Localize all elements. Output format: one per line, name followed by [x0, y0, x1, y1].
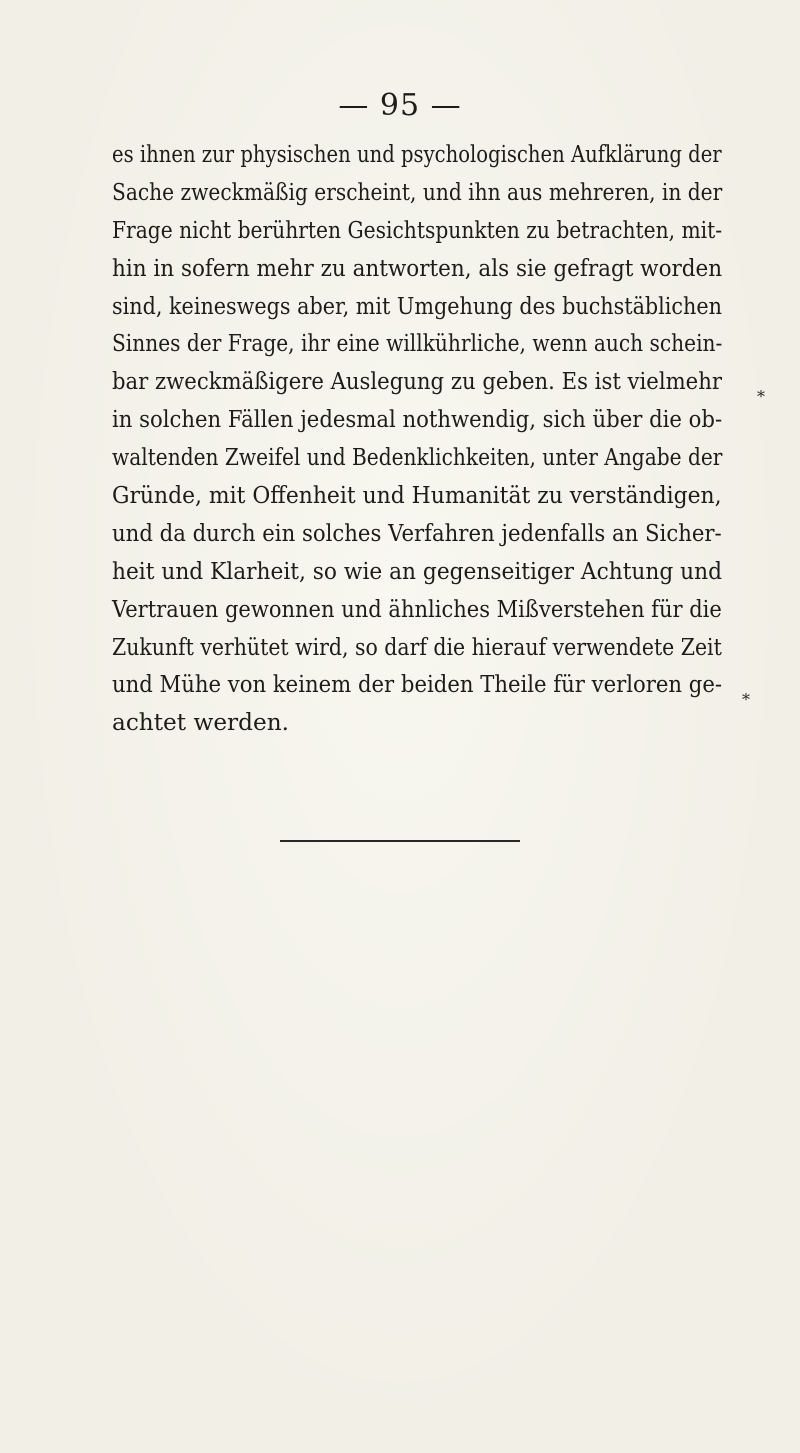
margin-mark: *: [757, 387, 765, 406]
text-line: es ihnen zur physischen und psychologischen Aufklärung der: [112, 141, 722, 168]
text-line: Gründe, mit Offenheit und Humanität zu verständigen,: [112, 482, 722, 510]
page-number-header: — 95 —: [338, 88, 462, 123]
text-line: Vertrauen gewonnen und ähnliches Mißverstehen für die: [112, 595, 722, 623]
text-line: und Mühe von keinem der beiden Theile für verloren ge-: [112, 671, 723, 699]
text-line: Frage nicht berührten Gesichtspunkten zu betrachten, mit-: [112, 216, 723, 244]
text-line: Sache zweckmäßig erscheint, und ihn aus mehreren, in der: [112, 178, 723, 206]
text-line: und da durch ein solches Verfahren jedenfalls an Sicher-: [112, 519, 722, 547]
text-line: heit und Klarheit, so wie an gegenseitiger Achtung und: [112, 557, 722, 585]
text-line: Zukunft verhütet wird, so darf die hierauf verwendete Zeit: [112, 633, 722, 661]
text-line: achtet werden.: [112, 709, 289, 737]
text-line: bar zweckmäßigere Auslegung zu geben. Es ist vielmehr: [112, 368, 722, 396]
text-line: Sinnes der Frage, ihr eine willkührliche, wenn auch schein-: [112, 330, 723, 358]
section-divider: [280, 840, 520, 842]
text-line: sind, keineswegs aber, mit Umgehung des buchstäblichen: [112, 292, 722, 320]
margin-mark: *: [742, 690, 750, 709]
text-line: waltenden Zweifel und Bedenklichkeiten, unter Angabe der: [112, 444, 723, 472]
body-paragraph: [112, 136, 722, 742]
text-line: in solchen Fällen jedesmal nothwendig, sich über die ob-: [112, 406, 723, 434]
text-line: hin in sofern mehr zu antworten, als sie gefragt worden: [112, 254, 723, 282]
